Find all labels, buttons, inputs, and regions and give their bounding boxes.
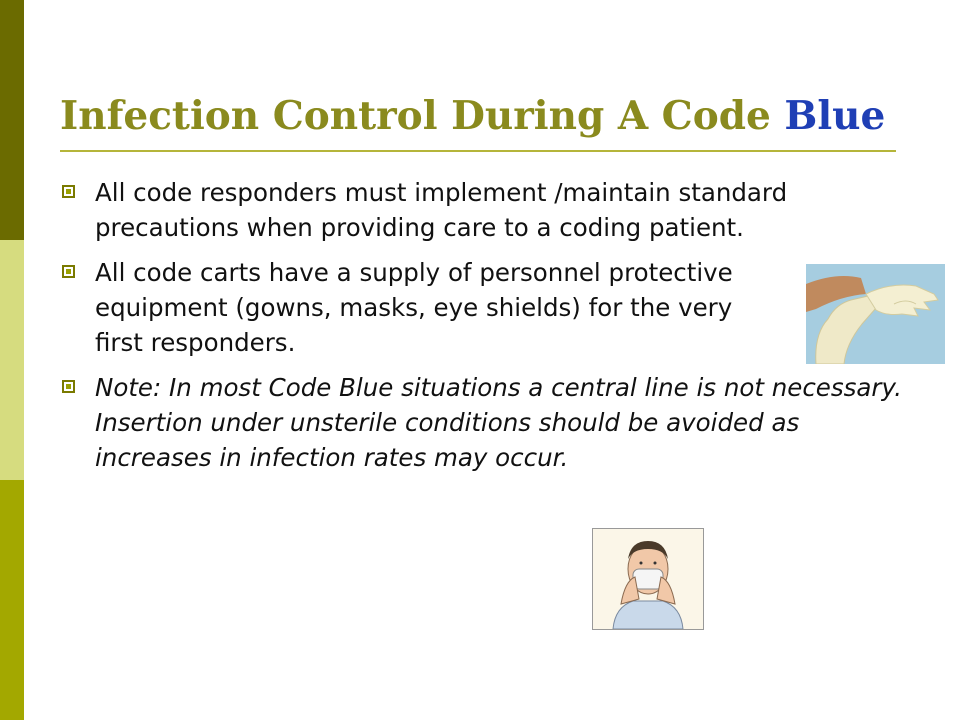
- sidebar-segment-dark: [0, 0, 24, 240]
- gloves-image: [806, 264, 945, 364]
- bullet-text: All code responders must implement /maintain standard precautions when providing care to a coding patient.: [95, 178, 788, 242]
- bullet-text: Note: In most Code Blue situations a central line is not necessary. Insertion under unsterile conditions should be avoided as increases in infection rates may occur.: [95, 373, 902, 472]
- bullet-item: [62, 255, 785, 360]
- bullet-item: [62, 370, 902, 475]
- bullet-list: [62, 175, 902, 485]
- slide-title-main: Infection Control During A Code: [60, 93, 771, 139]
- slide-title-highlight: Blue: [784, 93, 886, 139]
- sidebar-segment-mid: [0, 480, 24, 720]
- slide-title: [60, 90, 920, 142]
- face-mask-image: [592, 528, 704, 630]
- gloves-illustration-icon: [806, 264, 945, 364]
- bullet-marker-icon: [62, 185, 75, 198]
- bullet-item: [62, 175, 902, 245]
- sidebar-segment-light: [0, 240, 24, 480]
- bullet-marker-icon: [62, 265, 75, 278]
- sidebar-accent-bar: [0, 0, 24, 720]
- bullet-marker-icon: [62, 380, 75, 393]
- title-divider: [60, 150, 896, 152]
- face-mask-illustration-icon: [593, 529, 703, 629]
- bullet-text: All code carts have a supply of personnel protective equipment (gowns, masks, eye shields) for the very first responders.: [95, 258, 733, 357]
